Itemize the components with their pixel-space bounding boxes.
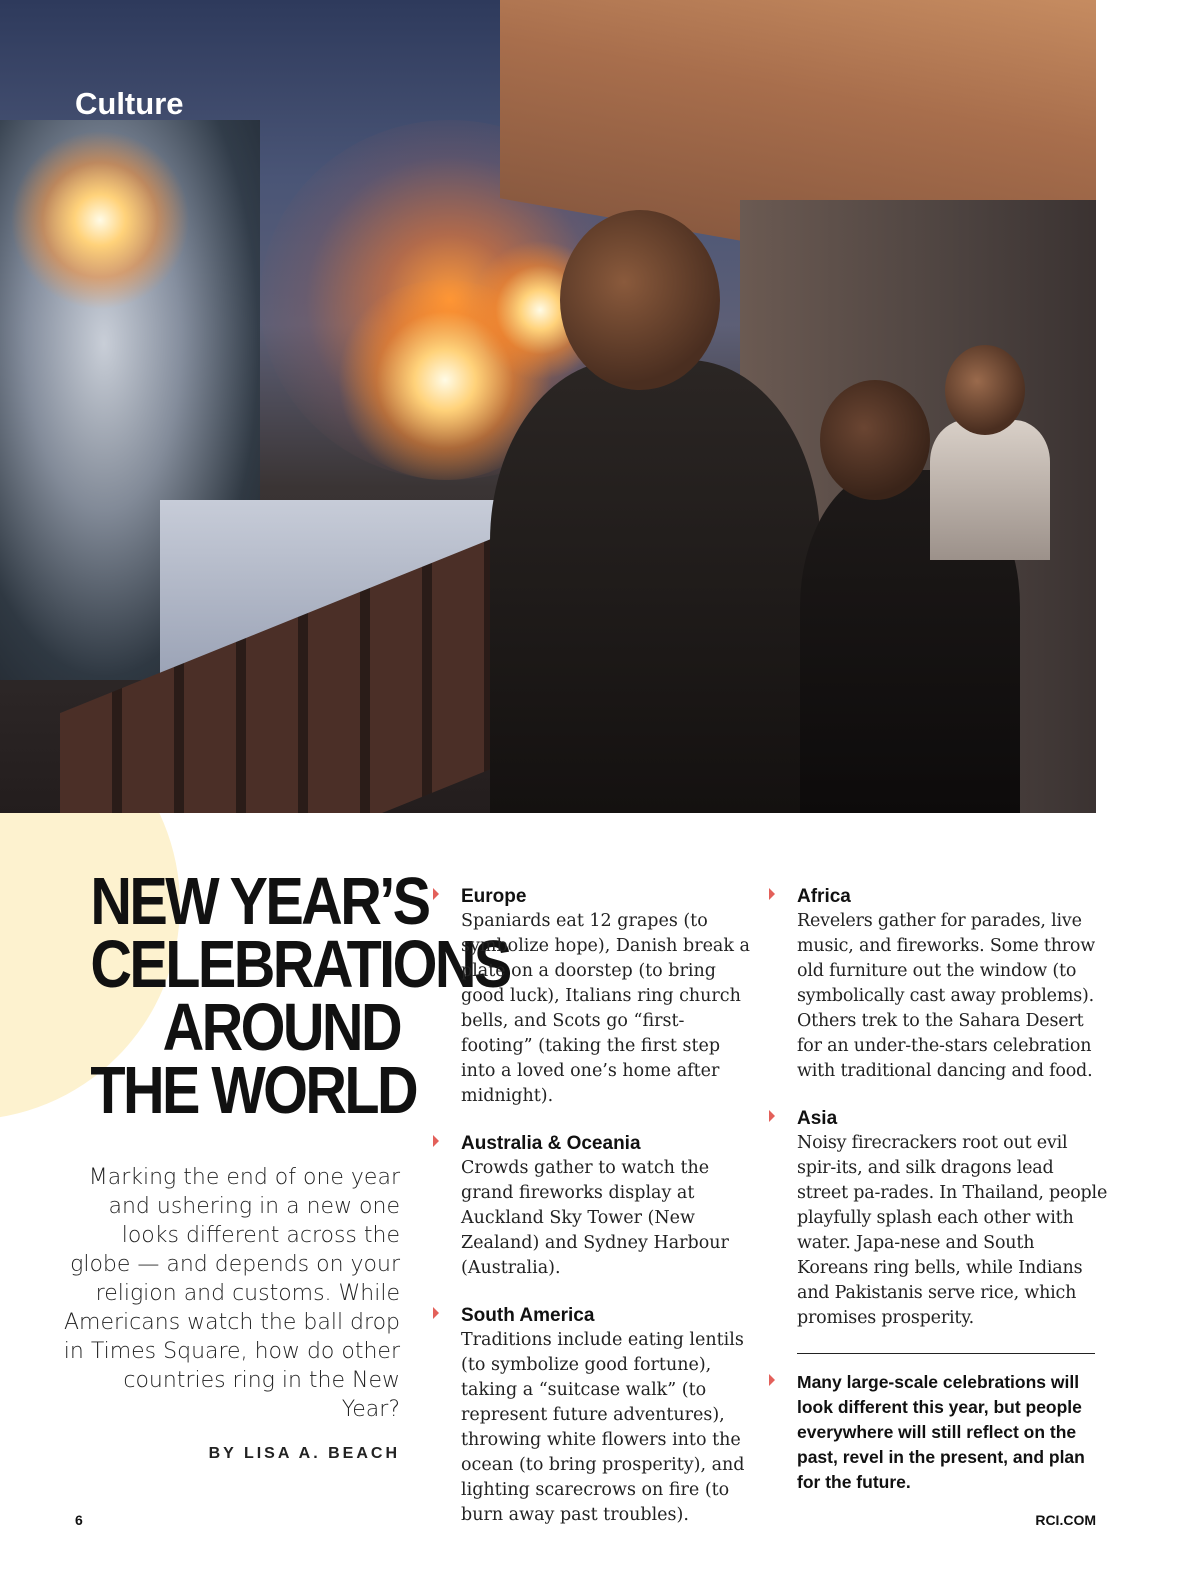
triangle-bullet-icon <box>433 1135 439 1147</box>
region-text: Crowds gather to watch the grand fireworks display at Auckland Sky Tower (New Zealand) and Sydney Harbour (Australia). <box>461 1158 729 1278</box>
region-entry-europe <box>433 884 753 1109</box>
page-number: 6 <box>75 1512 83 1528</box>
region-text: Traditions include eating lentils (to symbolize good fortune), taking a “suitcase walk” (to represent future adventures), throwing white flowers into the ocean (to bring prosperity), and lighting scarecrows on fire (to burn away past troubles). <box>461 1330 745 1525</box>
triangle-bullet-icon <box>433 1307 439 1319</box>
region-text: Revelers gather for parades, live music, and fireworks. Some throw old furniture out the window (to symbolically cast away problems). Others trek to the Sahara Desert for an under-the-stars celebration with traditional dancing and food. <box>797 911 1096 1081</box>
title-line: THE WORLD <box>90 1053 417 1128</box>
column-right <box>769 884 1109 1495</box>
site-link[interactable]: RCI.COM <box>1035 1512 1096 1528</box>
column-left <box>433 884 753 1550</box>
title-line: CELEBRATIONS <box>90 927 510 1002</box>
region-heading: South America <box>461 1305 595 1326</box>
region-text: Noisy firecrackers root out evil spir-its, and silk dragons lead street pa-rades. In Thailand, people playfully splash each other with water. Japa-nese and South Koreans ring bells, while Indians and Pakistanis serve rice, which promises prosperity. <box>797 1133 1108 1328</box>
triangle-bullet-icon <box>433 888 439 900</box>
region-entry-australia <box>433 1131 753 1281</box>
article-intro: Marking the end of one year and ushering in a new one looks different across the globe — and depends on your religion and customs. While Americans watch the ball drop in Times Square, how do other countries ring in the New Year? <box>63 1165 400 1422</box>
region-heading: Asia <box>797 1108 838 1129</box>
section-label: Culture <box>75 86 184 121</box>
region-heading: Europe <box>461 886 527 907</box>
region-entry-africa <box>769 884 1109 1084</box>
triangle-bullet-icon <box>769 888 775 900</box>
title-line: NEW YEAR’S <box>90 864 429 939</box>
callout-text: Many large-scale celebrations will look different this year, but people everywhere will still reflect on the past, revel in the present, and plan for the future. <box>797 1372 1085 1492</box>
triangle-bullet-icon <box>769 1110 775 1122</box>
byline: BY LISA A. BEACH <box>208 1445 400 1462</box>
callout <box>769 1370 1109 1495</box>
region-entry-asia <box>769 1106 1109 1331</box>
region-heading: Australia & Oceania <box>461 1133 641 1154</box>
divider <box>797 1353 1095 1354</box>
region-entry-south-america <box>433 1303 753 1528</box>
region-heading: Africa <box>797 886 851 907</box>
region-text: Spaniards eat 12 grapes (to symbolize hope), Danish break a plate on a doorstep (to bring good luck), Italians ring church bells, and Scots go “first-footing” (taking the first step into a loved one’s home after midnight). <box>461 911 750 1106</box>
title-line: AROUND <box>162 990 400 1065</box>
triangle-bullet-icon <box>769 1374 775 1386</box>
